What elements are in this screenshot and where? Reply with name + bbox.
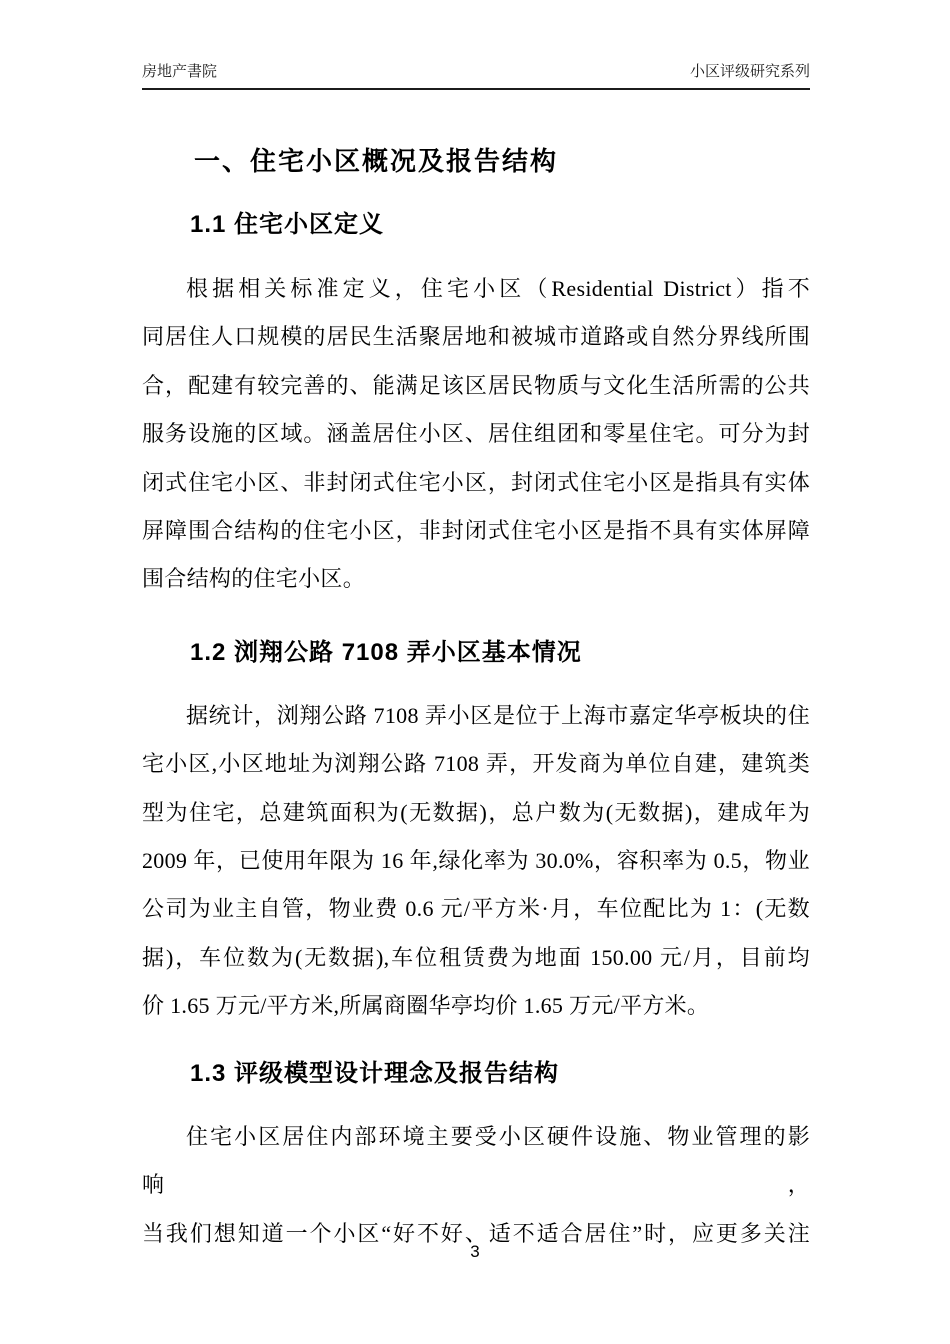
section-heading-1-3: 1.3 评级模型设计理念及报告结构 [190,1059,560,1087]
page-content [142,0,810,1258]
paragraph-line: 合，配建有较完善的、能满足该区居民物质与文化生活所需的公共 [142,372,810,398]
paragraph-line: 型为住宅，总建筑面积为(无数据)，总户数为(无数据)，建成年为 [142,799,810,825]
page-number: 3 [470,1242,480,1261]
section-heading-1-1: 1.1 住宅小区定义 [190,211,385,238]
paragraph-line: 2009 年，已使用年限为 16 年,绿化率为 30.0%，容积率为 0.5，物业 [142,848,810,874]
paragraph-line: 服务设施的区域。涵盖居住小区、居住组团和零星住宅。可分为封 [142,421,810,447]
paragraph-line: 宅小区,小区地址为浏翔公路 7108 弄，开发商为单位自建，建筑类 [142,751,810,777]
paragraph-line: 住宅小区居住内部环境主要受小区硬件设施、物业管理的影响， [142,1123,810,1198]
paragraph-line: 围合结构的住宅小区。 [142,566,366,592]
paragraph-line: 据)，车位数为(无数据),车位租赁费为地面 150.00 元/月，目前均 [142,944,810,970]
paragraph-line: 闭式住宅小区、非封闭式住宅小区，封闭式住宅小区是指具有实体 [142,469,810,495]
doc-title: 一、住宅小区概况及报告结构 [194,146,559,176]
section-heading-1-2: 1.2 浏翔公路 7108 弄小区基本情况 [190,638,582,666]
page-header [142,0,810,90]
header-right-text: 小区评级研究系列 [689,63,810,80]
paragraph-line: 同居住人口规模的居民生活聚居地和被城市道路或自然分界线所围 [142,324,810,350]
paragraph-line: 当我们想知道一个小区“好不好、适不适合居住”时，应更多关注 [142,1220,810,1246]
header-left-text: 房地产書院 [142,63,218,80]
paragraph-line: 屏障围合结构的住宅小区，非封闭式住宅小区是指不具有实体屏障 [142,518,810,544]
paragraph-1-1 [142,265,810,604]
paragraph-1-2 [142,692,810,1031]
paragraph-line: 根据相关标准定义，住宅小区（Residential District）指不 [186,276,810,301]
paragraph-line: 价 1.65 万元/平方米,所属商圈华亭均价 1.65 万元/平方米。 [142,993,710,1019]
paragraph-1-3 [142,1113,810,1258]
paragraph-line: 据统计，浏翔公路 7108 弄小区是位于上海市嘉定华亭板块的住 [186,702,810,728]
paragraph-line: 公司为业主自管，物业费 0.6 元/平方米·月，车位配比为 1：(无数 [142,896,810,922]
